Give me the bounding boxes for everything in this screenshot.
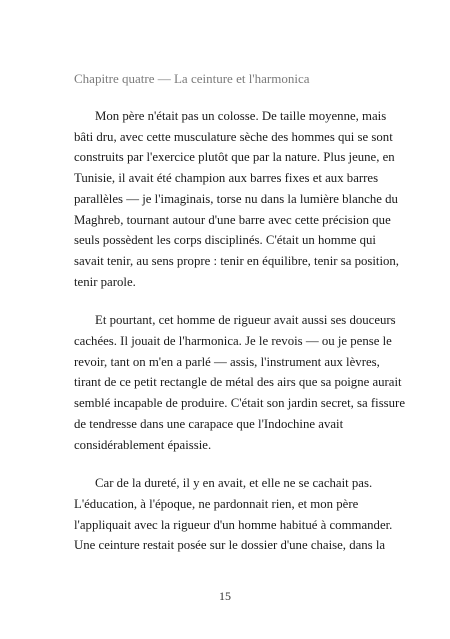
text-line: tenir parole. <box>74 274 136 289</box>
text-line: l'appliquait avec la rigueur d'un homme habitué à commander. <box>74 517 393 532</box>
text-line: parallèles — je l'imaginais, torse nu dans la lumière blanche du <box>74 191 398 206</box>
text-line: savait tenir, au sens propre : tenir en équilibre, tenir sa position, <box>74 253 400 268</box>
text-line: seuls possèdent les corps disciplinés. C'était un homme qui <box>74 233 376 248</box>
text-line: revoir, tant on m'en a parlé — assis, l'instrument aux lèvres, <box>74 354 380 369</box>
text-line: Une ceinture restait posée sur le dossier d'une chaise, dans la <box>74 538 386 553</box>
text-line: considérablement épaissie. <box>74 437 212 452</box>
paragraph-1 <box>74 106 400 292</box>
text-line: tirant de ce petit rectangle de métal des airs que sa poigne aurait <box>74 375 402 390</box>
text-line: semblé incapable de produire. C'était son jardin secret, sa fissure <box>74 396 406 411</box>
text-line: construits par l'exercice plutôt que par la nature. Plus jeune, en <box>74 150 395 165</box>
body-text <box>74 106 406 574</box>
text-line: Maghreb, tournant autour d'une barre avec cette précision que <box>74 212 391 227</box>
text-line: Et pourtant, cet homme de rigueur avait aussi ses douceurs <box>95 313 396 328</box>
text-line: Tunisie, il avait été champion aux barres fixes et aux barres <box>74 171 379 186</box>
text-line: cachées. Il jouait de l'harmonica. Je le revois — ou je pense le <box>74 334 392 349</box>
text-line: de tendresse dans une carapace que l'Indochine avait <box>74 416 344 431</box>
chapter-heading: Chapitre quatre — La ceinture et l'harmonica <box>74 71 310 86</box>
page-number: 15 <box>219 589 231 603</box>
paragraph-2 <box>74 310 406 455</box>
paragraph-3 <box>74 473 393 556</box>
text-line: bâti dru, avec cette musculature sèche des hommes qui se sont <box>74 129 393 144</box>
text-line: L'éducation, à l'époque, ne pardonnait rien, et mon père <box>74 496 359 511</box>
text-line: Mon père n'était pas un colosse. De taille moyenne, mais <box>95 109 387 123</box>
text-line: Car de la dureté, il y en avait, et elle ne se cachait pas. <box>95 476 373 491</box>
